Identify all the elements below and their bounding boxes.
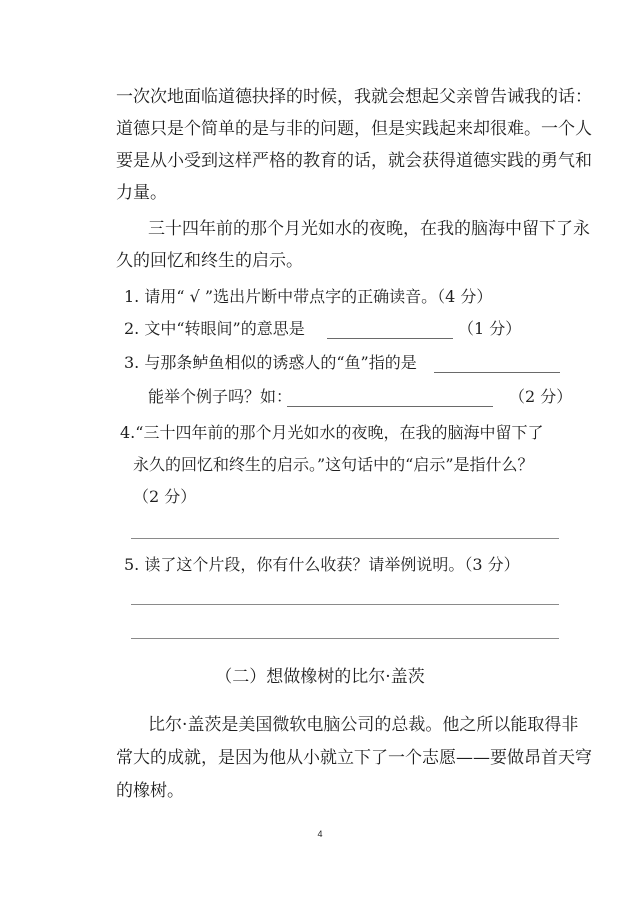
question-4-line-1: 4.“三十四年前的那个月光如水的夜晚，在我的脑海中留下了	[120, 423, 544, 442]
section-2-line-1: 比尔·盖茨是美国微软电脑公司的总裁。他之所以能取得非	[148, 715, 579, 735]
page-number: 4	[317, 829, 323, 839]
question-4-answer-line[interactable]	[131, 538, 559, 539]
question-3-text: 3. 与那条鲈鱼相似的诱惑人的“鱼”指的是	[124, 353, 417, 372]
question-1: 1. 请用“ √ ”选出片断中带点字的正确读音。（4 分）	[124, 287, 493, 306]
passage-line-1: 一次次地面临道德抉择的时候，我就会想起父亲曾告诫我的话：	[116, 87, 592, 107]
passage-line-3: 要是从小受到这样严格的教育的话，就会获得道德实践的勇气和	[116, 151, 592, 171]
question-2-answer-blank[interactable]	[327, 338, 453, 339]
section-2-line-3: 的橡树。	[116, 781, 184, 801]
question-3-answer-blank-1[interactable]	[434, 372, 560, 373]
passage-line-2: 道德只是个简单的是与非的问题，但是实践起来却很难。一个人	[116, 119, 592, 139]
section-2-title: （二）想做橡树的比尔·盖茨	[215, 667, 425, 687]
question-5: 5. 读了这个片段，你有什么收获？请举例说明。（3 分）	[124, 555, 520, 574]
question-3-score: （2 分）	[509, 387, 573, 406]
section-2-line-2: 常大的成就，是因为他从小就立下了一个志愿——要做昂首天穹	[116, 748, 592, 768]
question-4-line-2: 永久的回忆和终生的启示。”这句话中的“启示”是指什么？	[133, 455, 534, 474]
passage-paragraph-2-line-2: 久的回忆和终生的启示。	[116, 251, 303, 271]
passage-paragraph-2-line-1: 三十四年前的那个月光如水的夜晚，在我的脑海中留下了永	[148, 219, 590, 239]
question-2-text: 2. 文中“转眼间”的意思是	[124, 319, 305, 338]
question-2-score: （1 分）	[458, 319, 522, 338]
question-5-answer-line-1[interactable]	[131, 604, 559, 605]
question-3-example-prompt: 能举个例子吗？如：	[148, 387, 293, 406]
question-5-answer-line-2[interactable]	[131, 638, 559, 639]
question-3-answer-blank-2[interactable]	[287, 406, 493, 407]
question-4-score: （2 分）	[133, 487, 197, 506]
passage-line-4: 力量。	[116, 183, 167, 203]
